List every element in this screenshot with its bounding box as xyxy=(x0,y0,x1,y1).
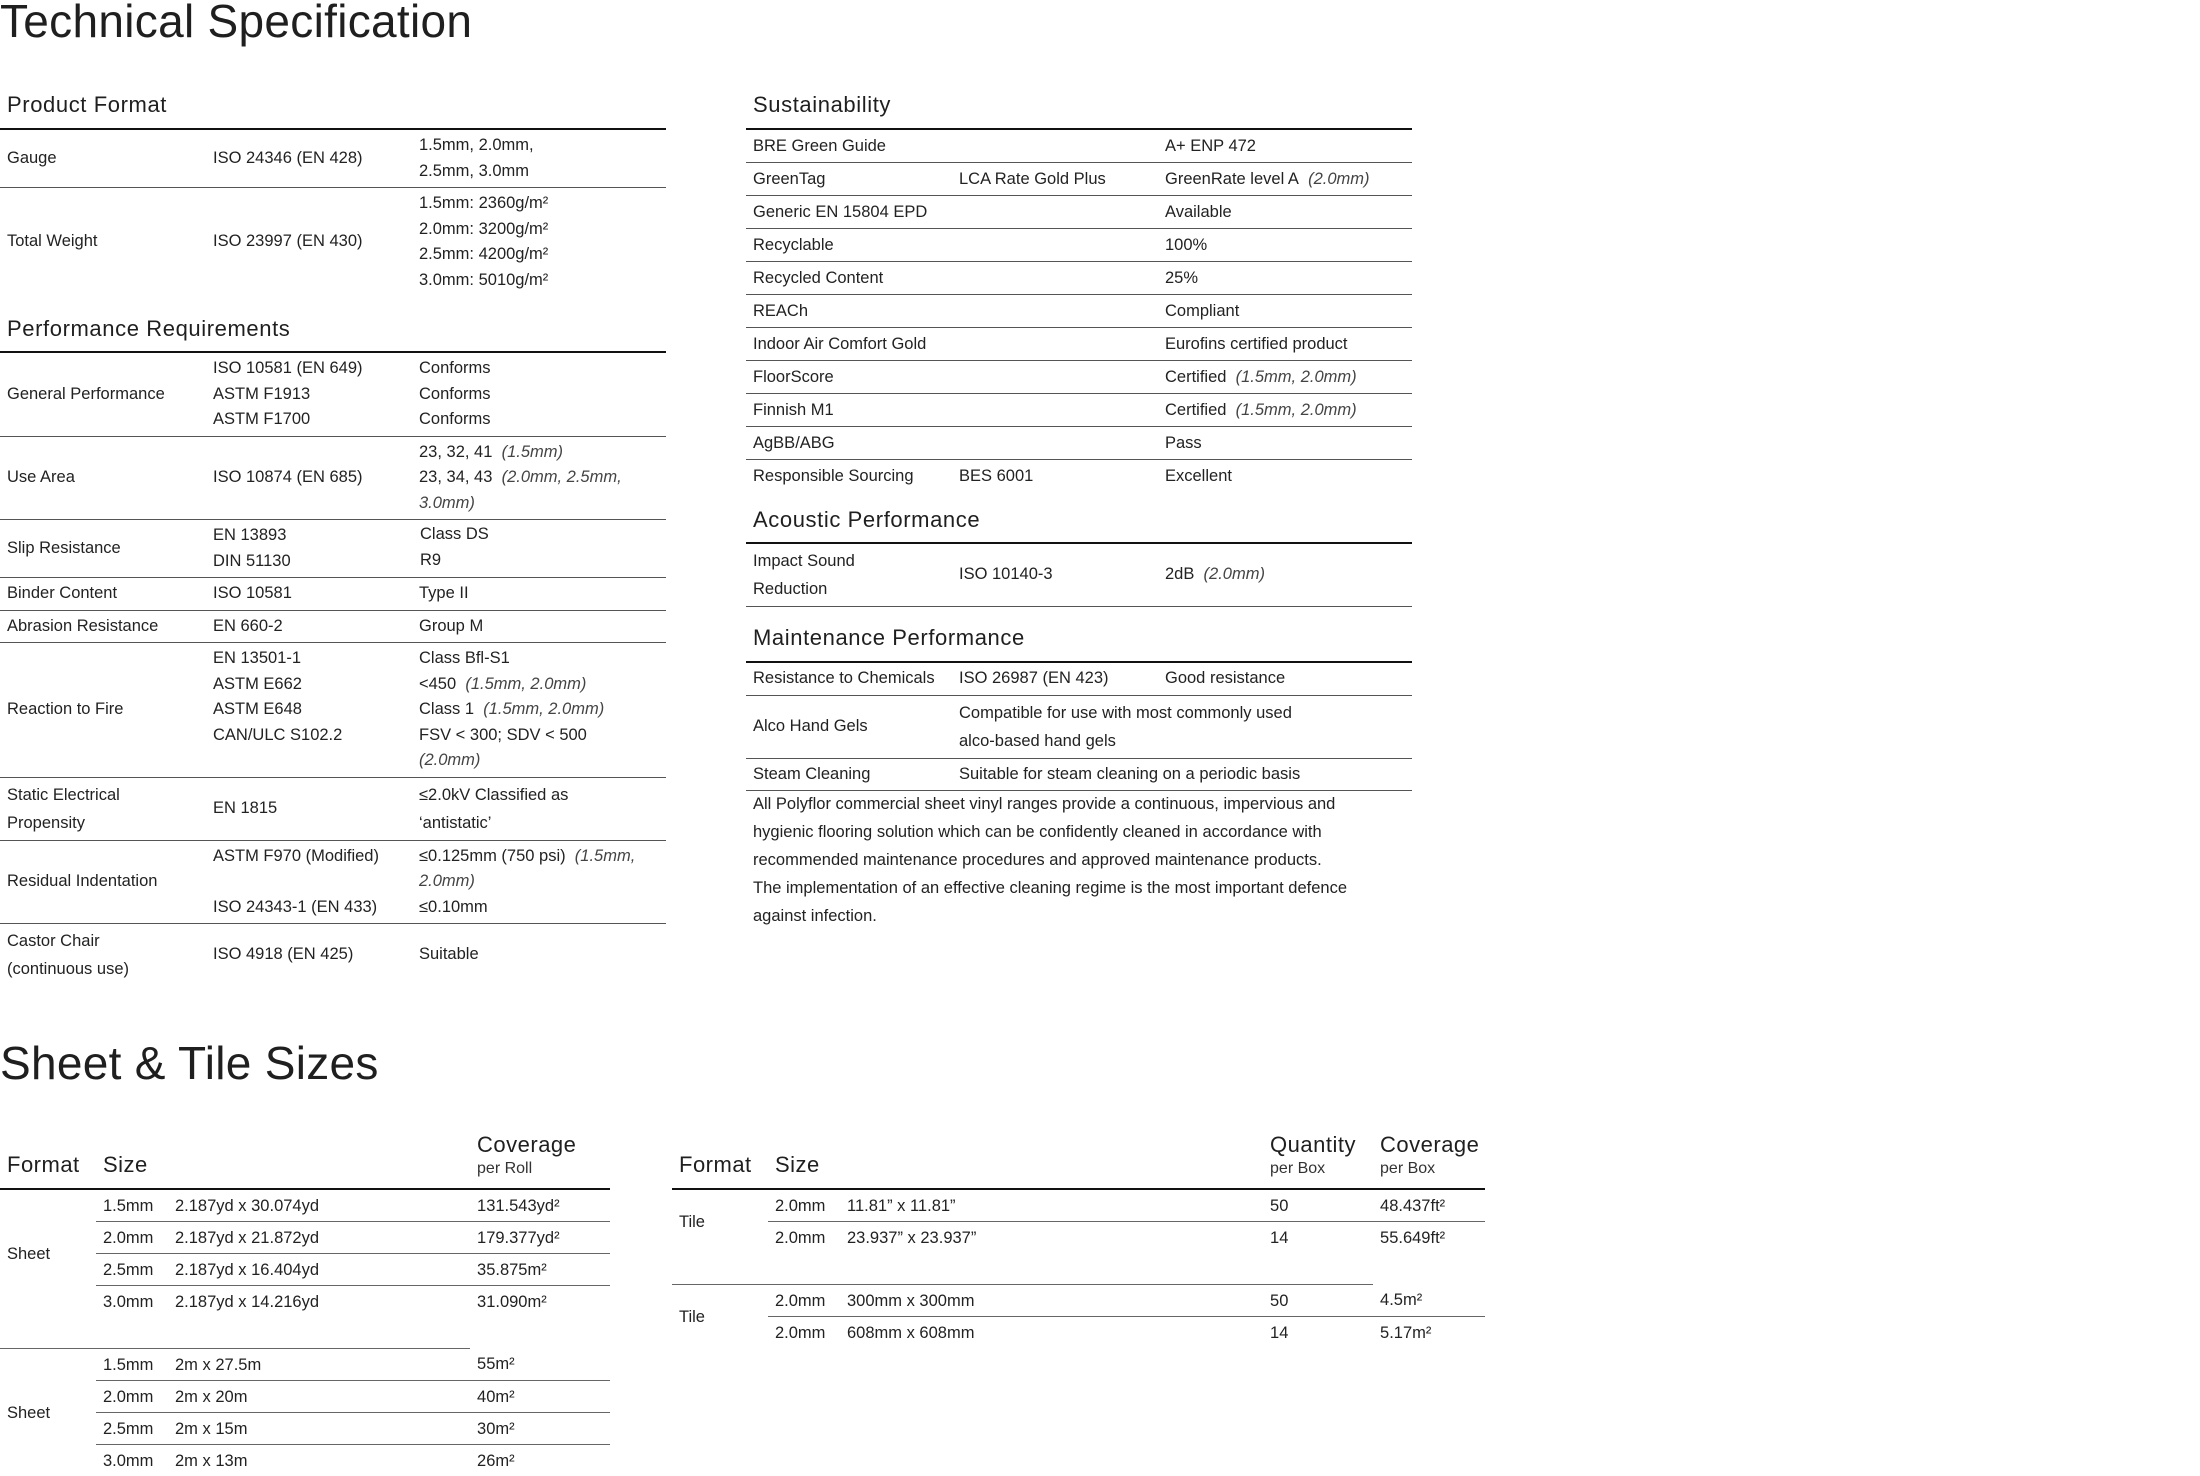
table-row xyxy=(746,662,1412,695)
gauge-cell: 3.0mm xyxy=(96,1445,168,1476)
row-label: AgBB/ABG xyxy=(746,427,952,460)
row-value: 1.5mm: 2360g/m² 2.0mm: 3200g/m² 2.5mm: 4200g/m² 3.0mm: 5010g/m² xyxy=(412,188,666,297)
gauge-cell: 2.0mm xyxy=(768,1189,840,1222)
col-coverage-header: Coverage per Box xyxy=(1373,1132,1485,1189)
table-row xyxy=(746,328,1412,361)
sheet-sizes-table xyxy=(0,1132,610,1476)
coverage-cell: 5.17m² xyxy=(1373,1317,1485,1349)
table-row xyxy=(0,578,666,611)
row-standard: EN 13501-1 ASTM E662 ASTM E648 CAN/ULC S102.2 xyxy=(206,643,412,778)
row-value: Compliant xyxy=(1158,295,1412,328)
table-row xyxy=(746,196,1412,229)
table-header-row xyxy=(672,1132,1485,1189)
row-label: Total Weight xyxy=(0,188,206,297)
row-value: Certified (1.5mm, 2.0mm) xyxy=(1158,394,1412,427)
tile-sizes-table xyxy=(672,1132,1485,1348)
row-label: Resistance to Chemicals xyxy=(746,662,952,695)
row-value: Certified (1.5mm, 2.0mm) xyxy=(1158,361,1412,394)
row-value: Suitable for steam cleaning on a periodic basis xyxy=(952,758,1412,791)
row-label: Castor Chair (continuous use) xyxy=(0,924,206,987)
table-row xyxy=(0,129,666,188)
table-row xyxy=(672,1317,1485,1349)
row-standard: ISO 24346 (EN 428) xyxy=(206,129,412,188)
table-row xyxy=(0,188,666,297)
heading-performance: Performance Requirements xyxy=(7,316,290,342)
coverage-cell: 55m² xyxy=(470,1349,610,1381)
table-row xyxy=(0,1349,610,1381)
size-cell: 2m x 27.5m xyxy=(168,1349,470,1381)
heading-sustainability: Sustainability xyxy=(753,92,891,118)
row-value: 23, 32, 41 (1.5mm) 23, 34, 43 (2.0mm, 2.5mm, 3.0mm) xyxy=(412,436,666,520)
row-standard: ISO 10581 xyxy=(206,578,412,611)
row-label: Reaction to Fire xyxy=(0,643,206,778)
row-value: 2dB (2.0mm) xyxy=(1158,543,1412,607)
table-row xyxy=(672,1285,1485,1317)
quantity-cell: 14 xyxy=(1263,1222,1373,1254)
row-standard xyxy=(952,295,1158,328)
row-label: Binder Content xyxy=(0,578,206,611)
table-row xyxy=(672,1189,1485,1222)
col-format-header: Format xyxy=(672,1132,768,1189)
coverage-cell: 35.875m² xyxy=(470,1254,610,1286)
row-value: 1.5mm, 2.0mm, 2.5mm, 3.0mm xyxy=(412,129,666,188)
table-row xyxy=(746,361,1412,394)
table-row xyxy=(746,460,1412,493)
gauge-cell: 1.5mm xyxy=(96,1189,168,1222)
row-value: Eurofins certified product xyxy=(1158,328,1412,361)
gauge-cell: 2.0mm xyxy=(768,1317,840,1349)
gauge-cell: 2.0mm xyxy=(96,1381,168,1413)
size-cell: 2.187yd x 30.074yd xyxy=(168,1189,470,1222)
table-row xyxy=(672,1222,1485,1254)
maintenance-note: All Polyflor commercial sheet vinyl ranges provide a continuous, impervious and hygienic flooring solution which can be confidently cleaned in accordance with recommended maintenance procedures and approved maintenance products. The implementation of an effective cleaning regime is the most important defence against infection. xyxy=(753,790,1413,930)
row-standard: ISO 10581 (EN 649) ASTM F1913 ASTM F1700 xyxy=(206,352,412,436)
table-row xyxy=(746,129,1412,163)
row-standard xyxy=(952,129,1158,163)
size-cell: 23.937” x 23.937” xyxy=(840,1222,1263,1254)
size-cell: 2m x 15m xyxy=(168,1413,470,1445)
row-label: Responsible Sourcing xyxy=(746,460,952,493)
row-label: Static Electrical Propensity xyxy=(0,777,206,840)
quantity-cell: 50 xyxy=(1263,1189,1373,1222)
table-row xyxy=(746,229,1412,262)
col-quantity-header: Quantity per Box xyxy=(1263,1132,1373,1189)
row-standard: ISO 4918 (EN 425) xyxy=(206,924,412,987)
row-standard: ISO 10140-3 xyxy=(952,543,1158,607)
maintenance-table xyxy=(746,661,1412,791)
row-value: A+ ENP 472 xyxy=(1158,129,1412,163)
quantity-cell: 50 xyxy=(1263,1285,1373,1317)
slip-resistance-values: Class DS R9 xyxy=(420,522,489,573)
size-cell: 11.81” x 11.81” xyxy=(840,1189,1263,1222)
row-label: Steam Cleaning xyxy=(746,758,952,791)
row-value: Conforms Conforms Conforms xyxy=(412,352,666,436)
row-label: GreenTag xyxy=(746,163,952,196)
gauge-cell: 2.0mm xyxy=(768,1285,840,1317)
row-standard: EN 1815 xyxy=(206,777,412,840)
coverage-cell: 131.543yd² xyxy=(470,1189,610,1222)
table-row xyxy=(746,163,1412,196)
row-value: Class Bfl-S1 <450 (1.5mm, 2.0mm) Class 1 (1.5mm, 2.0mm) FSV < 300; SDV < 500 (2.0mm) xyxy=(412,643,666,778)
page-title: Technical Specification xyxy=(0,0,472,48)
table-row xyxy=(0,1189,610,1222)
table-row xyxy=(746,262,1412,295)
row-standard xyxy=(952,229,1158,262)
row-value: Good resistance xyxy=(1158,662,1412,695)
table-row xyxy=(0,520,666,578)
size-cell: 608mm x 608mm xyxy=(840,1317,1263,1349)
table-row xyxy=(0,610,666,643)
size-cell: 2.187yd x 14.216yd xyxy=(168,1286,470,1318)
row-value: Available xyxy=(1158,196,1412,229)
row-label: Generic EN 15804 EPD xyxy=(746,196,952,229)
row-standard: ISO 10874 (EN 685) xyxy=(206,436,412,520)
row-label: FloorScore xyxy=(746,361,952,394)
gauge-cell: 2.0mm xyxy=(768,1222,840,1254)
row-value: ≤0.125mm (750 psi) (1.5mm, 2.0mm) ≤0.10mm xyxy=(412,840,666,924)
size-cell: 300mm x 300mm xyxy=(840,1285,1263,1317)
coverage-cell: 55.649ft² xyxy=(1373,1222,1485,1254)
row-standard: BES 6001 xyxy=(952,460,1158,493)
gauge-cell: 2.5mm xyxy=(96,1254,168,1286)
row-standard xyxy=(952,262,1158,295)
table-row xyxy=(0,924,666,987)
product-format-table xyxy=(0,128,666,296)
heading-maintenance: Maintenance Performance xyxy=(753,625,1025,651)
coverage-cell: 30m² xyxy=(470,1413,610,1445)
group-separator xyxy=(672,1253,1485,1285)
row-label: REACh xyxy=(746,295,952,328)
coverage-cell: 26m² xyxy=(470,1445,610,1476)
col-format-header: Format xyxy=(0,1132,96,1189)
row-standard: ASTM F970 (Modified) ISO 24343-1 (EN 433) xyxy=(206,840,412,924)
table-row xyxy=(0,352,666,436)
row-value: GreenRate level A (2.0mm) xyxy=(1158,163,1412,196)
row-standard xyxy=(952,394,1158,427)
row-value: ≤2.0kV Classified as ‘antistatic’ xyxy=(412,777,666,840)
heading-product-format: Product Format xyxy=(7,92,167,118)
row-label: Recycled Content xyxy=(746,262,952,295)
row-value: Type II xyxy=(412,578,666,611)
sustainability-table xyxy=(746,128,1412,492)
table-row xyxy=(746,758,1412,791)
coverage-cell: 4.5m² xyxy=(1373,1285,1485,1317)
table-header-row xyxy=(0,1132,610,1189)
coverage-cell: 31.090m² xyxy=(470,1286,610,1318)
group-separator xyxy=(0,1317,610,1349)
row-standard: LCA Rate Gold Plus xyxy=(952,163,1158,196)
gauge-cell: 3.0mm xyxy=(96,1286,168,1318)
row-label: General Performance xyxy=(0,352,206,436)
table-row xyxy=(0,643,666,778)
col-coverage-header: Coverage per Roll xyxy=(470,1132,610,1189)
gauge-cell: 1.5mm xyxy=(96,1349,168,1381)
row-label: Recyclable xyxy=(746,229,952,262)
row-standard: EN 660-2 xyxy=(206,610,412,643)
gauge-cell: 2.0mm xyxy=(96,1222,168,1254)
row-value: Suitable xyxy=(412,924,666,987)
row-label: Finnish M1 xyxy=(746,394,952,427)
row-value: Pass xyxy=(1158,427,1412,460)
row-standard xyxy=(952,427,1158,460)
row-label: Use Area xyxy=(0,436,206,520)
section-title-sizes: Sheet & Tile Sizes xyxy=(0,1036,379,1090)
table-row xyxy=(746,695,1412,758)
row-standard xyxy=(952,196,1158,229)
row-standard: ISO 23997 (EN 430) xyxy=(206,188,412,297)
table-row xyxy=(746,394,1412,427)
row-value: 25% xyxy=(1158,262,1412,295)
row-label: BRE Green Guide xyxy=(746,129,952,163)
format-cell: Sheet xyxy=(0,1349,96,1476)
row-value: Compatible for use with most commonly used alco-based hand gels xyxy=(952,695,1412,758)
format-cell: Tile xyxy=(672,1285,768,1349)
row-label: Indoor Air Comfort Gold xyxy=(746,328,952,361)
size-cell: 2m x 20m xyxy=(168,1381,470,1413)
size-cell: 2m x 13m xyxy=(168,1445,470,1476)
col-size-header: Size xyxy=(96,1132,470,1189)
row-value: Excellent xyxy=(1158,460,1412,493)
table-row xyxy=(0,777,666,840)
performance-table xyxy=(0,351,666,986)
coverage-cell: 179.377yd² xyxy=(470,1222,610,1254)
row-standard: ISO 26987 (EN 423) xyxy=(952,662,1158,695)
row-label: Slip Resistance xyxy=(0,520,206,578)
row-label: Residual Indentation xyxy=(0,840,206,924)
row-label: Alco Hand Gels xyxy=(746,695,952,758)
row-label: Impact Sound Reduction xyxy=(746,543,952,607)
table-row xyxy=(746,295,1412,328)
row-label: Abrasion Resistance xyxy=(0,610,206,643)
size-cell: 2.187yd x 16.404yd xyxy=(168,1254,470,1286)
table-row xyxy=(0,840,666,924)
row-standard xyxy=(952,328,1158,361)
row-label: Gauge xyxy=(0,129,206,188)
coverage-cell: 48.437ft² xyxy=(1373,1189,1485,1222)
table-row xyxy=(746,427,1412,460)
coverage-cell: 40m² xyxy=(470,1381,610,1413)
size-cell: 2.187yd x 21.872yd xyxy=(168,1222,470,1254)
heading-acoustic: Acoustic Performance xyxy=(753,507,980,533)
row-standard: EN 13893 DIN 51130 xyxy=(206,520,412,578)
gauge-cell: 2.5mm xyxy=(96,1413,168,1445)
table-row xyxy=(746,543,1412,607)
format-cell: Tile xyxy=(672,1189,768,1253)
row-value: 100% xyxy=(1158,229,1412,262)
format-cell: Sheet xyxy=(0,1189,96,1317)
row-standard xyxy=(952,361,1158,394)
row-value: Group M xyxy=(412,610,666,643)
acoustic-table xyxy=(746,542,1412,607)
col-size-header: Size xyxy=(768,1132,1263,1189)
quantity-cell: 14 xyxy=(1263,1317,1373,1349)
